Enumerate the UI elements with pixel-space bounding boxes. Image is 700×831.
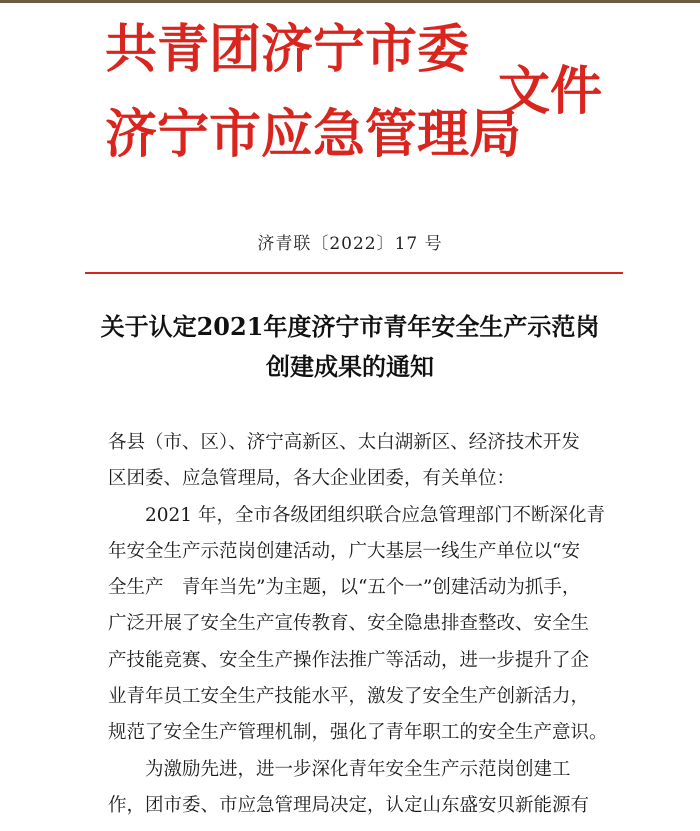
body-line: 产技能竞赛、安全生产操作法推广等活动，进一步提升了企 [108, 649, 590, 671]
issuer-emergency-management-bureau: 济宁市应急管理局 [105, 104, 522, 165]
body-line: 作，团市委、市应急管理局决定，认定山东盛安贝新能源有 [108, 794, 590, 816]
body-line-paragraph-1: 2021 年，全市各级团组织联合应急管理部门不断深化青 [145, 504, 605, 526]
notice-title-line-1: 关于认定2021年度济宁市青年安全生产示范岗 [100, 312, 600, 341]
body-line-paragraph-2: 为激励先进，进一步深化青年安全生产示范岗创建工 [145, 758, 571, 780]
document-number: 济青联〔2022〕17 号 [257, 234, 443, 254]
body-line-addressee-2: 区团委、应急管理局，各大企业团委，有关单位： [108, 468, 516, 490]
notice-title-line-2: 创建成果的通知 [266, 352, 434, 381]
top-border-rule [0, 0, 700, 3]
body-line-addressee-1: 各县（市、区）、济宁高新区、太白湖新区、经济技术开发 [108, 432, 580, 453]
issuer-communist-youth-league: 共青团济宁市委 [105, 19, 470, 80]
body-line: 年安全生产示范岗创建活动，广大基层一线生产单位以“安 [108, 540, 580, 562]
body-line: 全生产 青年当先”为主题，以“五个一”创建活动为抓手， [108, 577, 581, 599]
document-kind-label: 文件 [498, 61, 603, 122]
body-line: 规范了安全生产管理机制，强化了青年职工的安全生产意识。 [108, 722, 608, 744]
notice-body [108, 425, 608, 824]
body-line: 广泛开展了安全生产宣传教育、安全隐患排查整改、安全生 [108, 613, 590, 635]
body-line: 业青年员工安全生产技能水平，激发了安全生产创新活力， [108, 686, 590, 708]
red-separator-rule [85, 272, 623, 274]
